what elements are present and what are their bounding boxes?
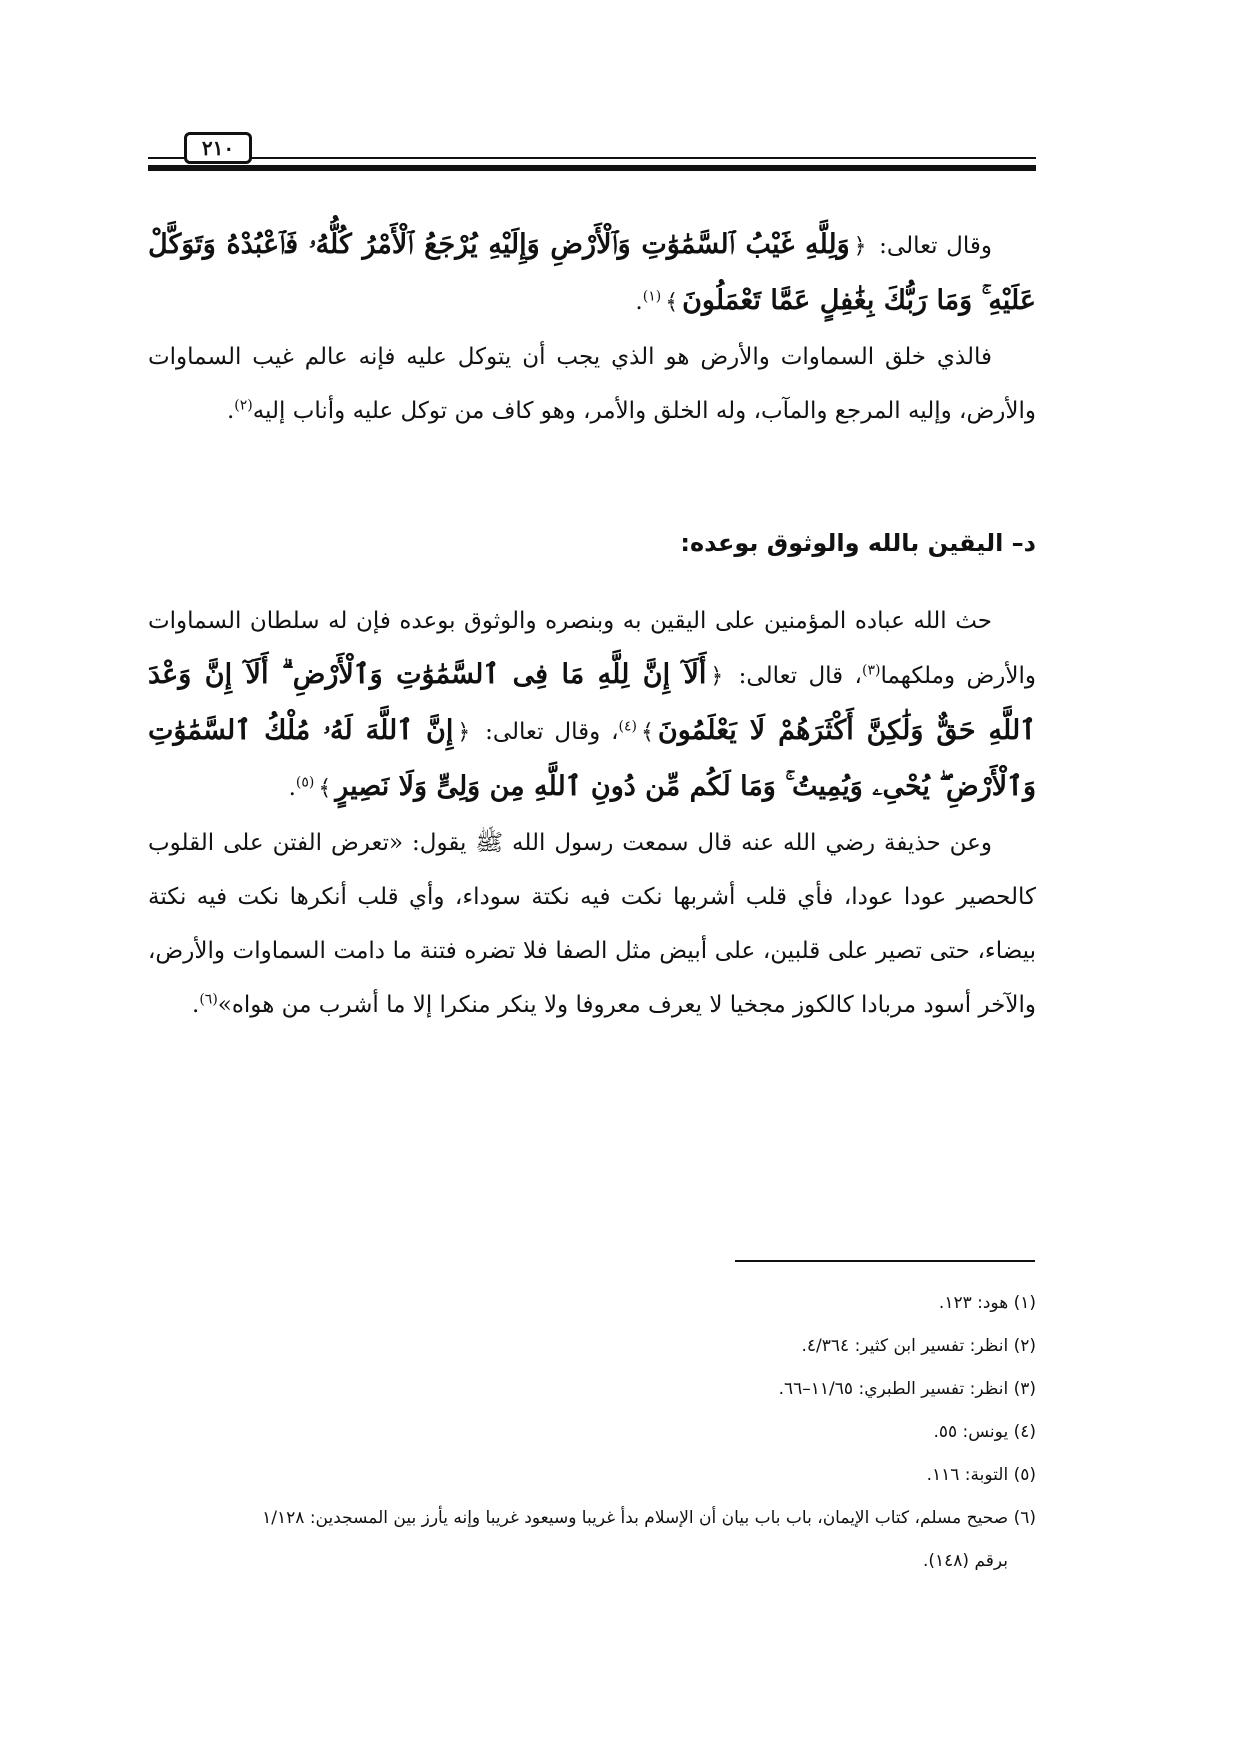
quran-ornament-close: ﴾	[318, 776, 332, 801]
paragraph-4-text: وعن حذيفة رضي الله عنه قال سمعت رسول الله ﷺ يقول: «تعرض الفتن على القلوب كالحصير عودا عودا، فأي قلب أشربها نكت فيه نكتة سوداء، وأي قلب أنكرها نكت فيه نكتة بيضاء، حتى تصير على قلبين، على أبيض مثل الصفا فلا تضره فتنة ما دامت السماوات والأرض، والآخر أسود مربادا كالكوز مجخيا لا يعرف معروفا ولا ينكر منكرا إلا ما أشرب من هواه»	[148, 830, 1036, 1018]
header-rule-thick	[148, 165, 1036, 171]
footnote-ref-5: (٥)	[295, 774, 315, 791]
paragraph-2-text: فالذي خلق السماوات والأرض هو الذي يجب أن يتوكل عليه فإنه عالم غيب السماوات والأرض، وإليه المرجع والمآب، وله الخلق والأمر، وهو كاف من توكل عليه وأناب إليه	[148, 344, 1036, 424]
paragraph-3-end: .	[288, 775, 296, 801]
footnote-ref-2: (٢)	[234, 397, 253, 414]
footnote-3: (٣) انظر: تفسير الطبري: ١١/٦٥–٦٦.	[778, 1379, 1036, 1399]
footnote-2: (٢) انظر: تفسير ابن كثير: ٤/٣٦٤.	[801, 1336, 1036, 1356]
paragraph-4-end: .	[192, 992, 200, 1018]
header-rule-thin	[148, 157, 1036, 159]
paragraph-2-end: .	[226, 398, 235, 424]
quran-verse-2: أَلَآ إِنَّ لِلَّهِ مَا فِى ٱلسَّمَٰوَٰتِ وَٱلْأَرْضِ ۗ أَلَآ إِنَّ وَعْدَ ٱللَّهِ حَقٌّ وَلَٰكِنَّ أَكْثَرَهُمْ لَا يَعْلَمُونَ	[148, 659, 1036, 746]
footnote-1: (١) هود: ١٢٣.	[938, 1293, 1036, 1313]
footnote-ref-1: (١)	[642, 288, 662, 305]
footnote-6-continuation: برقم (١٤٨).	[922, 1551, 1008, 1571]
quran-ornament-open: ﴿	[457, 720, 471, 745]
paragraph-3-text-c: ، وقال تعالى:	[474, 719, 619, 745]
main-text	[148, 218, 1036, 1032]
footnote-4: (٤) يونس: ٥٥.	[933, 1422, 1036, 1442]
quran-verse-3: إِنَّ ٱللَّهَ لَهُۥ مُلْكُ ٱلسَّمَٰوَٰتِ وَٱلْأَرْضِ ۖ يُحْىِۦ وَيُمِيتُ ۚ وَمَا لَكُم مِّن دُونِ ٱللَّهِ مِن وَلِىٍّ وَلَا نَصِيرٍ	[148, 715, 1036, 802]
footnote-ref-6: (٦)	[199, 991, 218, 1008]
page-header	[148, 130, 1036, 190]
quran-ornament-close: ﴾	[665, 290, 679, 315]
paragraph-3	[148, 594, 1036, 816]
paragraph-1-intro: وقال تعالى:	[870, 233, 993, 259]
footnote-ref-3: (٣)	[861, 662, 881, 679]
paragraph-3-text-a: حث الله عباده المؤمنين على اليقين به وبنصره والوثوق بوعده فإن له سلطان السماوات والأرض وملكهما	[148, 608, 1036, 689]
paragraph-1	[148, 218, 1036, 330]
paragraph-3-text-b: ، قال تعالى:	[727, 663, 862, 689]
footnote-5: (٥) التوبة: ١١٦.	[926, 1465, 1036, 1485]
page-number: ٢١٠	[184, 132, 252, 164]
footnote-separator	[735, 1260, 1035, 1262]
section-heading: د– اليقين بالله والوثوق بوعده:	[680, 529, 1036, 557]
quran-verse-1: وَلِلَّهِ غَيْبُ ٱلسَّمَٰوَٰتِ وَٱلْأَرْضِ وَإِلَيْهِ يُرْجَعُ ٱلْأَمْرُ كُلُّهُۥ فَٱعْبُدْهُ وَتَوَكَّلْ عَلَيْهِ ۚ وَمَا رَبُّكَ بِغَٰفِلٍ عَمَّا تَعْمَلُونَ	[148, 229, 1036, 316]
quran-ornament-close: ﴾	[641, 720, 654, 745]
quran-ornament-open: ﴿	[853, 234, 867, 259]
paragraph-2	[148, 330, 1036, 438]
footnotes	[148, 1282, 1036, 1583]
paragraph-4	[148, 816, 1036, 1032]
paragraph-1-end: .	[635, 289, 643, 315]
footnote-6: (٦) صحيح مسلم، كتاب الإيمان، باب باب بيان أن الإسلام بدأ غريبا وسيعود غريبا وإنه يأرز بين المسجدين: ١/١٢٨	[262, 1508, 1036, 1528]
footnote-ref-4: (٤)	[618, 718, 638, 735]
quran-ornament-open: ﴿	[710, 664, 724, 689]
